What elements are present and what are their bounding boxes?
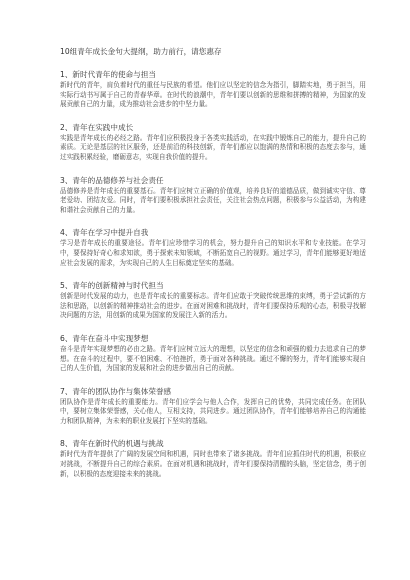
section-7 <box>60 386 366 427</box>
section-heading: 6、青年在奋斗中实现梦想 <box>60 333 149 343</box>
section-2 <box>60 122 366 163</box>
section-heading: 2、青年在实践中成长 <box>60 122 134 132</box>
section-body: 实践是青年成长的必经之路。青年们应积极投身于各类实践活动，在实践中锻炼自己的能力，提升自己的素质。无论是基层的社区服务，还是前沿的科技创新，青年们都应以饱满的热情和积极的态度去参与，通过实践积累经验，磨砺意志，实现自我价值的提升。 <box>60 133 366 161</box>
section-heading: 5、青年的创新精神与时代担当 <box>60 281 164 291</box>
section-3 <box>60 175 366 216</box>
section-body: 学习是青年成长的重要途径。青年们应珍惜学习的机会，努力提升自己的知识水平和专业技能。在学习中，要保持好奇心和求知欲，勇于探索未知领域，不断拓宽自己的视野。通过学习，青年们能够更好地适应社会发展的需求，为实现自己的人生目标奠定坚实的基础。 <box>60 239 366 267</box>
section-heading: 1、新时代青年的使命与担当 <box>60 70 156 79</box>
section-1 <box>60 69 366 110</box>
section-heading: 7、青年的团队协作与集体荣誉感 <box>60 386 172 396</box>
section-body: 新时代的青年，肩负着时代的重任与民族的希望。他们应以坚定的信念为指引，脚踏实地，勇于担当，用实际行动书写属于自己的青春华章。在时代的浪潮中，青年们要以创新的思维和拼搏的精神，为国家的发展贡献自己的力量，成为推动社会进步的中坚力量。 <box>60 81 366 109</box>
section-body: 团队协作是青年成长的重要能力。青年们应学会与他人合作，发挥自己的优势，共同完成任务。在团队中，要树立集体荣誉感，关心他人，互相支持，共同进步。通过团队协作，青年们能够培养自己的沟通能力和团队精神，为未来的职业发展打下坚实的基础。 <box>60 397 366 425</box>
document-title: 10组青年成长金句大提纲，助力前行，请您惠存 <box>60 47 222 56</box>
section-body: 新时代为青年提供了广阔的发展空间和机遇，同时也带来了诸多挑战。青年们应抓住时代的机遇，积极应对挑战，不断提升自己的综合素质。在面对机遇和挑战时，青年们要保持清醒的头脑，坚定信念，勇于创新，以积极的态度迎接未来的挑战。 <box>60 450 366 478</box>
section-4 <box>60 227 366 268</box>
section-heading: 8、青年在新时代的机遇与挑战 <box>60 439 164 449</box>
section-body: 创新是时代发展的动力，也是青年成长的重要标志。青年们应敢于突破传统思维的束缚，勇于尝试新的方法和思路，以创新的精神推动社会的进步。在面对困难和挑战时，青年们要保持乐观的心态，积极寻找解决问题的方法，用创新的成果为国家的发展注入新的活力。 <box>60 292 366 320</box>
section-8 <box>60 438 366 479</box>
section-heading: 3、青年的品德修养与社会责任 <box>60 175 164 185</box>
section-body: 奋斗是青年实现梦想的必由之路。青年们应树立远大的理想，以坚定的信念和顽强的毅力去追求自己的梦想。在奋斗的过程中，要不怕困难、不怕挫折，勇于面对各种挑战。通过不懈的努力，青年们能够实现自己的人生价值，为国家的发展和社会的进步做出自己的贡献。 <box>60 344 366 373</box>
section-5 <box>60 280 366 321</box>
section-heading: 4、青年在学习中提升自我 <box>60 228 149 238</box>
document-page <box>60 46 366 566</box>
section-6 <box>60 333 366 374</box>
section-body: 品德修养是青年成长的重要基石。青年们应树立正确的价值观，培养良好的道德品质，做到诚实守信、尊老爱幼、团结友爱。同时，青年们要积极承担社会责任，关注社会热点问题，积极参与公益活动，为构建和谐社会贡献自己的力量。 <box>60 186 366 214</box>
